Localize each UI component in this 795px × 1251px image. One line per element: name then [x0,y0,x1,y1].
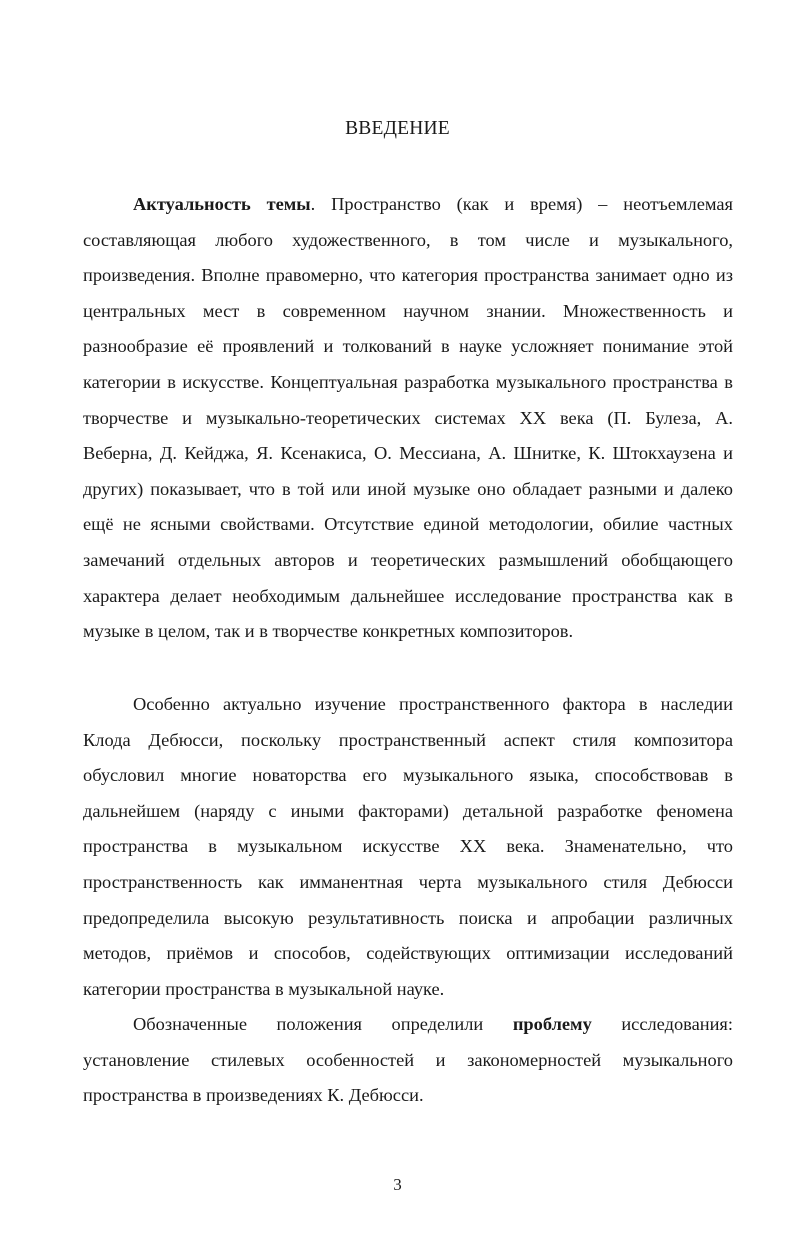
paragraph-relevance [83,187,733,650]
page-number: 3 [393,1175,402,1194]
paragraph-lead: Актуальность темы [133,194,311,214]
paragraph-lead-suffix: . [310,194,316,214]
paragraph-debussy [83,687,733,1007]
paragraph-text-before: Обозначенные положения определили [133,1014,513,1034]
paragraph-problem [83,1007,733,1114]
paragraph-bold-term: проблему [512,1014,592,1034]
paragraph-text: Пространство (как и время) – неотъемлемая составляющая любого художественного, в том числе и музыкального, произведения. Вполне правомерно, что категория пространства занимает одно из центральных мест в современном научном знании. Множественность и разнообразие её проявлений и толкований в науке усложняет понимание этой категории в искусстве. Концептуальная разработка музыкального пространства в творчестве и музыкально-теоретических системах XX века (П. Булеза, А. Веберна, Д. Кейджа, Я. Ксенакиса, О. Мессиана, А. Шнитке, К. Штокхаузена и других) показывает, что в той или иной музыке оно обладает разными и далеко ещё не ясными свойствами. Отсутствие единой методологии, обилие частных замечаний отдельных авторов и теоретических размышлений обобщающего характера делает необходимым дальнейшее исследование пространства как в музыке в целом, так и в творчестве конкретных композиторов. [83,194,734,642]
page-title: ВВЕДЕНИЕ [345,118,450,139]
paragraph-text: Особенно актуально изучение пространственного фактора в наследии Клода Дебюсси, поскольку пространственный аспект стиля композитора обусловил многие новаторства его музыкального языка, способствовав в дальнейшем (наряду с иными факторами) детальной разработке феномена пространства в музыкальном искусстве XX века. Знаменательно, что пространственность как имманентная черта музыкального стиля Дебюсси предопределила высокую результативность поиска и апробации различных методов, приёмов и способов, содействующих оптимизации исследований категории пространства в музыкальной науке. [83,694,733,999]
paragraph-text-after: исследования: установление стилевых особенностей и закономерностей музыкального пространства в произведениях К. Дебюсси. [83,1014,733,1106]
